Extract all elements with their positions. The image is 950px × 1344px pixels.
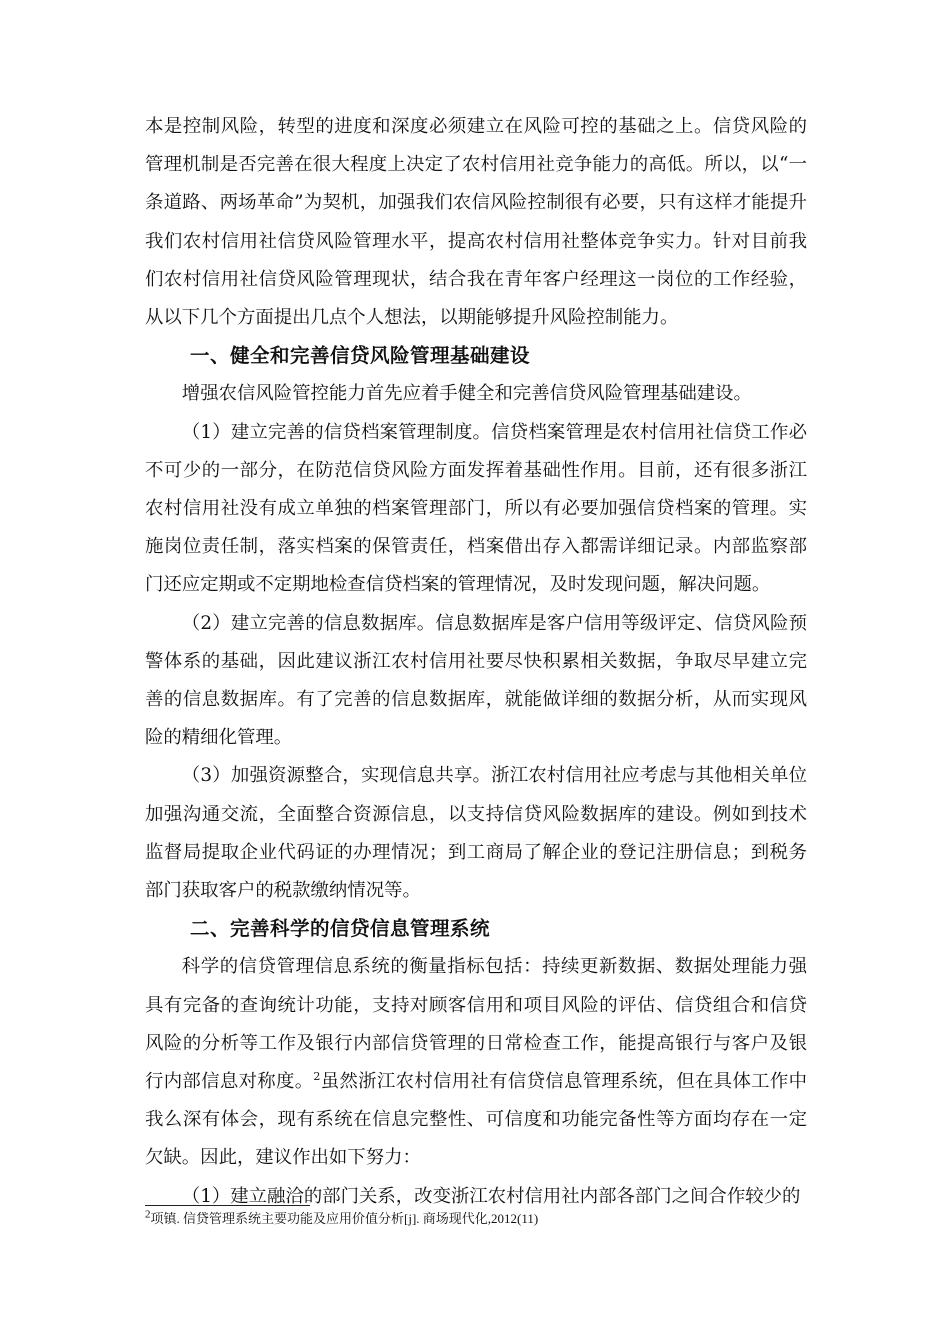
paragraph-text: 虽然浙江农村信用社有信贷信息管理系统，但在具体工作中我么深有体会，现有系统在信息完整性、可信度和功能完备性等方面均存在一定欠缺。因此，建议作出如下努力： [145,1071,807,1169]
paragraph: （1）建立融洽的部门关系，改变浙江农村信用社内部各部门之间合作较少的 [181,1185,801,1207]
paragraph-text: 科学的信贷管理信息系统的衡量指标包括：持续更新数据、数据处理能力强具有完备的查询统计功能，支持对顾客信用和项目风险的评估、信贷组合和信贷风险的分析等工作及银行内部信贷管理的日常检查工作，能提高银行与客户及银行内部信息对称度。 [145,956,807,1093]
section-heading-1: 一、健全和完善信贷风险管理基础建设 [190,344,531,368]
footnote-marker: 2 [145,1208,151,1221]
footnote-reference[interactable]: 2 [313,1069,321,1083]
section-heading-2: 二、完善科学的信贷信息管理系统 [190,917,491,941]
paragraph: 本是控制风险，转型的进度和深度必须建立在风险可控的基础之上。信贷风险的管理机制是否完善在很大程度上决定了农村信用社竞争能力的高低。所以，以“一条道路、两场革命”为契机，加强我们农信风险控制很有必要，只有这样才能提升我们农村信用社信贷风险管理水平，提高农村信用社整体竞争实力。针对目前我们农村信用社信贷风险管理现状，结合我在青年客户经理这一岗位的工作经验，从以下几个方面提出几点个人想法，以期能够提升风险控制能力。 [145,116,807,329]
footnote-text: 项镇. 信贷管理系统主要功能及应用价值分析[j]. 商场现代化,2012(11) [150,1211,539,1226]
footnote-divider [145,1205,310,1206]
paragraph: 增强农信风险管控能力首先应着手健全和完善信贷风险管理基础建设。 [181,383,752,405]
paragraph: （1）建立完善的信贷档案管理制度。信贷档案管理是农村信用社信贷工作必不可少的一部分，在防范信贷风险方面发挥着基础性作用。目前，还有很多浙江农村信用社没有成立单独的档案管理部门，所以有必要加强信贷档案的管理。实施岗位责任制，落实档案的保管责任，档案借出存入都需详细记录。内部监察部门还应定期或不定期地检查信贷档案的管理情况，及时发现问题，解决问题。 [145,421,807,596]
body-text [145,108,807,1216]
paragraph-with-footnote [145,948,807,1177]
paragraph: （3）加强资源整合，实现信息共享。浙江农村信用社应考虑与其他相关单位加强沟通交流，全面整合资源信息，以支持信贷风险数据库的建设。例如到技术监督局提取企业代码证的办理情况；到工商局了解企业的登记注册信息；到税务部门获取客户的税款缴纳情况等。 [145,765,807,902]
footnote [145,1210,807,1228]
paragraph: （2）建立完善的信息数据库。信息数据库是客户信用等级评定、信贷风险预警体系的基础，因此建议浙江农村信用社要尽快积累相关数据，争取尽早建立完善的信息数据库。有了完善的信息数据库，就能做详细的数据分析，从而实现风险的精细化管理。 [145,612,807,749]
